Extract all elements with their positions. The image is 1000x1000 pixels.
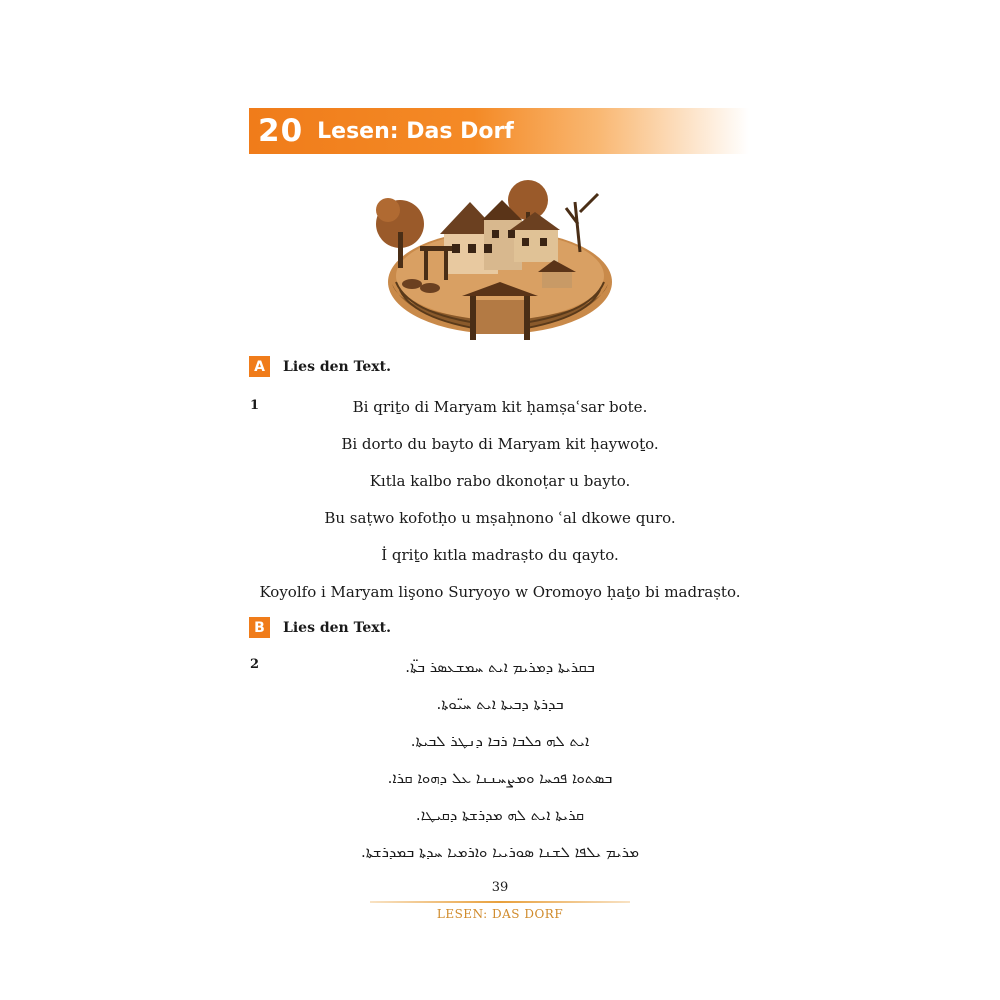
footer-divider bbox=[370, 901, 630, 903]
chapter-title: Lesen: Das Dorf bbox=[317, 118, 514, 144]
chapter-number: 20 bbox=[258, 113, 304, 149]
section-a-label: Lies den Text. bbox=[283, 358, 391, 375]
syriac-text-block bbox=[250, 655, 750, 877]
text-line: Bi dorto du bayto di Maryam kit ḥaywoṯo. bbox=[341, 435, 659, 453]
text-line: İ qriṯo kıtla madraṣto du qayto. bbox=[381, 546, 619, 564]
syriac-line: ܒܩܪܝܬܐ ܕܡܪܝܡ ܐܝܬ ܚܡܫܥܣܪ ܒܬ̈ܐ. bbox=[405, 658, 595, 676]
section-b-header bbox=[249, 617, 391, 638]
text-line: Kıtla kalbo rabo dkonoṭar u bayto. bbox=[369, 472, 631, 490]
section-b-label: Lies den Text. bbox=[283, 619, 391, 636]
syriac-line: ܒܣܬܘܐ ܦܟܚܐ ܘܡܨܚܢܢܐ ܥܠ ܕܗܘܐ ܩܪܐ. bbox=[387, 769, 613, 787]
text-line: Bu saṭwo kofotḥo u mṣaḥnono ʿal dkowe quro. bbox=[324, 509, 676, 527]
syriac-line: ܡܪܝܡ ܝܠܦܐ ܠܫܢܐ ܣܘܪܝܝܐ ܘܐܪܡܝܐ ܚܕܬܐ ܒܡܕܪܫܬܐ. bbox=[361, 843, 639, 861]
chapter-banner bbox=[249, 108, 749, 154]
text-line: Koyolfo i Maryam lişono Suryoyo w Oromoyo ḥaṯo bi madraṣto. bbox=[259, 583, 741, 601]
syriac-line: ܒܕܪܬܐ ܕܒܝܬܐ ܐܝܬ ܚܝ̈ܘܬܐ. bbox=[436, 695, 564, 713]
village-illustration-icon bbox=[370, 172, 630, 352]
exercise-number-1: 1 bbox=[250, 398, 260, 413]
running-footer-title: LESEN: DAS DORF bbox=[436, 907, 564, 921]
page-number: 39 bbox=[491, 880, 509, 895]
syriac-line: ܐܝܬ ܠܗ ܟܠܒܐ ܪܒܐ ܕܢܛܪ ܠܒܝܬܐ. bbox=[410, 732, 590, 750]
syriac-line: ܩܪܝܬܐ ܐܝܬ ܠܗ ܡܕܪܫܬܐ ܕܩܝܛܐ. bbox=[415, 806, 585, 824]
section-a-badge: A bbox=[249, 356, 270, 377]
section-b-badge: B bbox=[249, 617, 270, 638]
section-a-header bbox=[249, 356, 391, 377]
exercise-number-2: 2 bbox=[250, 657, 260, 672]
text-line: Bi qriṯo di Maryam kit ḥamṣaʿsar bote. bbox=[352, 398, 648, 416]
latin-text-block bbox=[250, 395, 750, 617]
